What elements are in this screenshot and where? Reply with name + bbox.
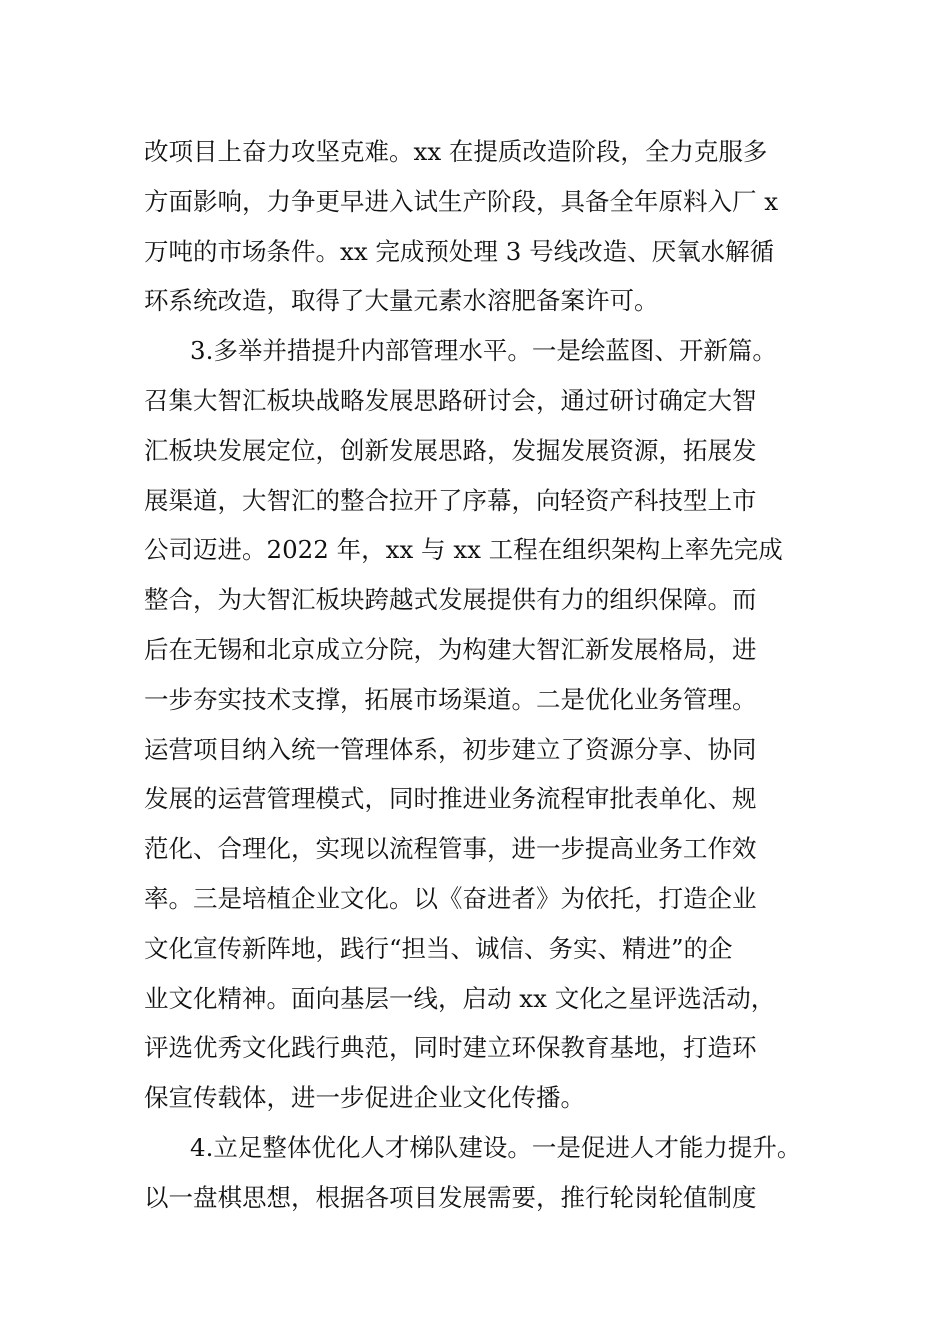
text-line: 万吨的市场条件。xx 完成预处理 3 号线改造、厌氧水解循: [144, 236, 775, 266]
text-line: 展渠道，大智汇的整合拉开了序幕，向轻资产科技型上市: [144, 485, 757, 515]
text-line: 立足整体优化人才梯队建设。一是促进人才能力提升。: [213, 1132, 802, 1162]
text-line: 环系统改造，取得了大量元素水溶肥备案许可。: [144, 286, 659, 316]
text-line: 范化、合理化，实现以流程管事，进一步提高业务工作效: [144, 834, 757, 864]
text-line: 汇板块发展定位，创新发展思路，发掘发展资源，拓展发: [144, 435, 757, 465]
text-line: 一步夯实技术支撑，拓展市场渠道。二是优化业务管理。: [144, 684, 757, 714]
paragraph-first-line: [144, 326, 834, 376]
text-line: 率。三是培植企业文化。以《奋进者》为依托，打造企业: [144, 883, 757, 913]
text-line: 公司迈进。2022 年，xx 与 xx 工程在组织架构上率先完成: [144, 535, 783, 565]
text-line: 改项目上奋力攻坚克难。xx 在提质改造阶段，全力克服多: [144, 137, 768, 166]
text-line: 方面影响，力争更早进入试生产阶段，具备全年原料入厂 x: [144, 186, 779, 216]
paragraph-continued: [144, 127, 834, 326]
text-line: 业文化精神。面向基层一线，启动 xx 文化之星评选活动，: [144, 983, 776, 1013]
text-line: 评选优秀文化践行典范，同时建立环保教育基地，打造环: [144, 1033, 757, 1063]
paragraph-first-line: [144, 1123, 834, 1173]
document-body: [144, 127, 834, 1223]
paragraph-number: 3.: [190, 336, 214, 366]
text-line: 发展的运营管理模式，同时推进业务流程审批表单化、规: [144, 784, 757, 814]
text-line: 后在无锡和北京成立分院，为构建大智汇新发展格局，进: [144, 634, 757, 664]
text-line: 保宣传载体，进一步促进企业文化传播。: [144, 1083, 585, 1113]
text-line: 整合，为大智汇板块跨越式发展提供有力的组织保障。而: [144, 585, 757, 615]
paragraph-3: [144, 326, 834, 1123]
paragraph-4: [144, 1123, 834, 1223]
text-line: 以一盘棋思想，根据各项目发展需要，推行轮岗轮值制度: [144, 1182, 757, 1212]
text-line: 运营项目纳入统一管理体系，初步建立了资源分享、协同: [144, 734, 757, 764]
text-line: 文化宣传新阵地，践行“担当、诚信、务实、精进”的企: [144, 933, 733, 963]
paragraph-number: 4.: [190, 1132, 214, 1162]
text-line: 召集大智汇板块战略发展思路研讨会，通过研讨确定大智: [144, 385, 757, 415]
text-line: 多举并措提升内部管理水平。一是绘蓝图、开新篇。: [213, 336, 777, 366]
